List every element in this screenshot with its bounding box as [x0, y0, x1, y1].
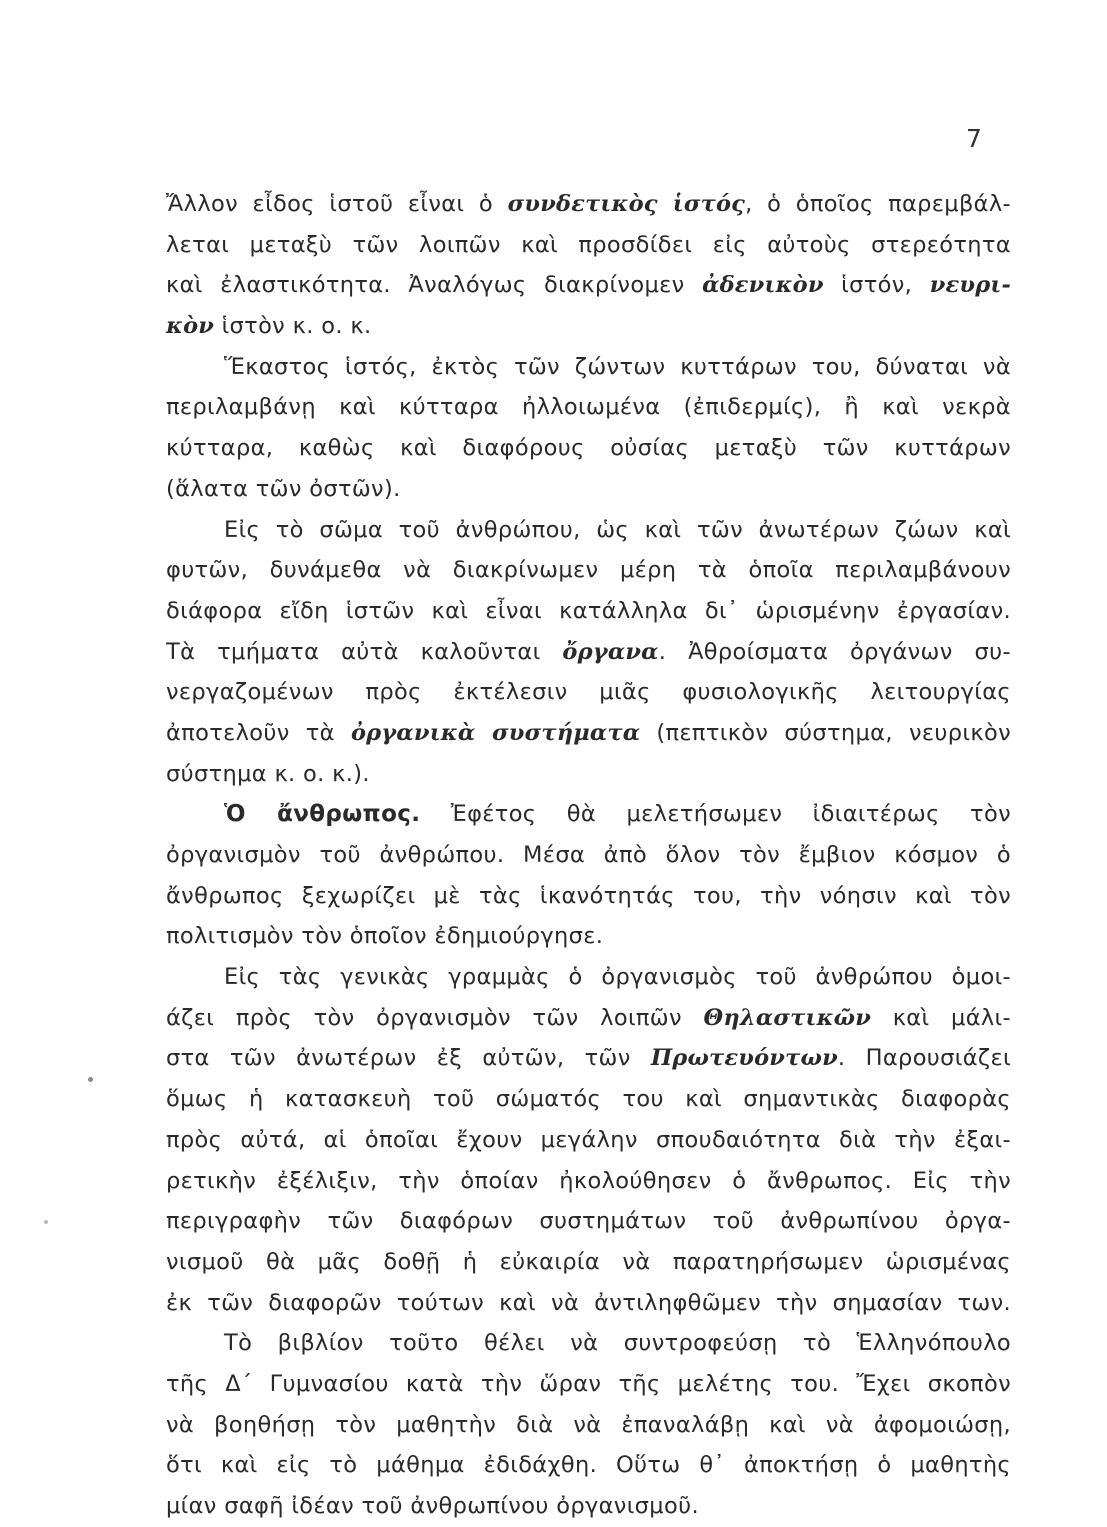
text-segment: . Ἀθροίσματα ὀργάνων συ- [658, 638, 1011, 665]
text-line [166, 550, 1011, 591]
text-segment: κύτταρα, καθὼς καὶ διαφόρους οὐσίας μεταξὺ τῶν κυττάρων [166, 435, 1011, 462]
page-number: 7 [966, 124, 982, 153]
text-segment: ἄνθρωπος ξεχωρίζει μὲ τὰς ἱκανότητάς του, τὴν νόησιν καὶ τὸν [166, 882, 1011, 909]
text-segment: ἐκ τῶν διαφορῶν τούτων καὶ νὰ ἀντιληφθῶμεν τὴν σημασίαν των. [166, 1289, 1011, 1316]
text-line [166, 835, 1011, 876]
emphasized-term: ἀδενικὸν [702, 272, 824, 299]
emphasized-term: ὄργανα [562, 638, 659, 665]
text-line [166, 591, 1011, 632]
text-segment: ἱστὸν κ. ο. κ. [214, 313, 372, 340]
text-line [166, 306, 1011, 347]
text-line [166, 916, 1011, 957]
text-segment: σύστημα κ. ο. κ.). [166, 760, 370, 787]
text-line [166, 1242, 1011, 1283]
text-segment: φυτῶν, δυνάμεθα νὰ διακρίνωμεν μέρη τὰ ὁποῖα περιλαμβάνουν [166, 557, 1011, 584]
text-line [166, 1201, 1011, 1242]
emphasized-term: συνδετικὸς ἱστός [507, 191, 746, 217]
text-line [166, 469, 1011, 510]
emphasized-term: κὸν [166, 313, 215, 340]
text-line [166, 1323, 1011, 1364]
text-line [166, 1120, 1011, 1161]
text-segment: (πεπτικὸν σύστημα, νευρικὸν [640, 719, 1011, 746]
section-heading: Ὁ ἄνθρωπος. [224, 801, 421, 828]
text-line [166, 632, 1011, 673]
emphasized-term: ὀργανικὰ συστήματα [350, 719, 641, 746]
text-segment: . Παρουσιάζει [837, 1045, 1011, 1072]
text-segment: ὀργανισμὸν τοῦ ἀνθρώπου. Μέσα ἀπὸ ὅλον τὸν ἔμβιον κόσμον ὁ [166, 842, 1011, 868]
text-segment: νισμοῦ θὰ μᾶς δοθῇ ἡ εὐκαιρία νὰ παρατηρήσωμεν ὡρισμένας [166, 1248, 1011, 1275]
text-segment: Εἰς τὰς γενικὰς γραμμὰς ὁ ὀργανισμὸς τοῦ ἀνθρώπου ὁμοι- [224, 964, 1011, 991]
text-segment: ἀποτελοῦν τὰ [166, 719, 351, 746]
text-segment: περιγραφὴν τῶν διαφόρων συστημάτων τοῦ ἀνθρωπίνου ὀργα- [166, 1208, 1011, 1235]
text-line [166, 876, 1011, 917]
text-segment: πρὸς αὐτά, αἱ ὁποῖαι ἔχουν μεγάλην σπουδαιότητα διὰ τὴν ἐξαι- [166, 1126, 1011, 1153]
text-segment: νεργαζομένων πρὸς ἐκτέλεσιν μιᾶς φυσιολογικῆς λειτουργίας [166, 679, 1011, 706]
text-line [166, 754, 1011, 795]
text-line [166, 347, 1011, 388]
emphasized-term: Θηλαστικῶν [703, 1004, 872, 1031]
text-line [166, 713, 1011, 754]
text-line [166, 265, 1011, 306]
text-segment: Ἄλλον εἶδος ἱστοῦ εἶναι ὁ [166, 191, 508, 217]
text-segment: καὶ μάλι- [871, 1004, 1011, 1031]
text-segment: ὅμως ἡ κατασκευὴ τοῦ σώματός του καὶ σημαντικὰς διαφορὰς [166, 1086, 1011, 1113]
text-line [166, 1161, 1011, 1202]
text-segment: μίαν σαφῆ ἰδέαν τοῦ ἀνθρωπίνου ὀργανισμοῦ. [166, 1493, 699, 1519]
text-segment: Ἐφέτος θὰ μελετήσωμεν ἰδιαιτέρως τὸν [420, 801, 1011, 828]
text-segment: (ἅλατα τῶν ὀστῶν). [166, 475, 401, 502]
text-segment: Τὰ τμήματα αὐτὰ καλοῦνται [166, 638, 563, 665]
print-speck [88, 1077, 93, 1082]
text-line [166, 957, 1011, 998]
text-line [166, 1364, 1011, 1405]
text-line [166, 1079, 1011, 1120]
text-segment: ὅτι καὶ εἰς τὸ μάθημα ἐδιδάχθη. Οὕτω θ᾿ ἀποκτήσῃ ὁ μαθητὴς [166, 1452, 1011, 1479]
text-line [166, 1283, 1011, 1324]
text-segment: ρετικὴν ἐξέλιξιν, τὴν ὁποίαν ἠκολούθησεν ὁ ἄνθρωπος. Εἰς τὴν [166, 1167, 1011, 1194]
text-segment: , ὁ ὁποῖος παρεμβάλ- [745, 191, 1012, 217]
text-line [166, 184, 1011, 225]
text-segment: περιλαμβάνῃ καὶ κύτταρα ἠλλοιωμένα (ἐπιδερμίς), ἢ καὶ νεκρὰ [166, 394, 1011, 421]
text-segment: Ἕκαστος ἱστός, ἐκτὸς τῶν ζώντων κυττάρων του, δύναται νὰ [224, 353, 1011, 380]
body-text [166, 184, 1011, 1527]
text-segment: ἱστόν, [823, 272, 930, 299]
text-line [166, 1405, 1011, 1446]
text-segment: πολιτισμὸν τὸν ὁποῖον ἐδημιούργησε. [166, 923, 604, 950]
emphasized-term: νευρι- [929, 272, 1011, 299]
text-line [166, 794, 1011, 835]
text-segment: στα τῶν ἀνωτέρων ἐξ αὐτῶν, τῶν [166, 1045, 651, 1072]
text-segment: άζει πρὸς τὸν ὀργανισμὸν τῶν λοιπῶν [166, 1004, 704, 1031]
text-segment: νὰ βοηθήσῃ τὸν μαθητὴν διὰ νὰ ἐπαναλάβῃ καὶ νὰ ἀφομοιώσῃ, [166, 1411, 1011, 1438]
text-segment: Εἰς τὸ σῶμα τοῦ ἀνθρώπου, ὡς καὶ τῶν ἀνωτέρων ζώων καὶ [224, 516, 1011, 543]
text-segment: λεται μεταξὺ τῶν λοιπῶν καὶ προσδίδει εἰς αὐτοὺς στερεότητα [166, 231, 1011, 258]
text-line [166, 387, 1011, 428]
text-line [166, 510, 1011, 551]
emphasized-term: Πρωτευόντων [650, 1045, 838, 1072]
text-line [166, 428, 1011, 469]
text-line [166, 1038, 1011, 1079]
text-line [166, 998, 1011, 1039]
text-line [166, 225, 1011, 266]
print-speck [44, 1220, 48, 1224]
text-segment: καὶ ἐλαστικότητα. Ἀναλόγως διακρίνομεν [166, 272, 703, 299]
text-segment: τῆς Δ΄ Γυμνασίου κατὰ τὴν ὥραν τῆς μελέτης του. Ἔχει σκοπὸν [166, 1370, 1011, 1397]
text-line [166, 1445, 1011, 1486]
text-segment: Τὸ βιβλίον τοῦτο θέλει νὰ συντροφεύσῃ τὸ Ἑλληνόπουλο [224, 1330, 1011, 1357]
text-line [166, 672, 1011, 713]
text-line [166, 1486, 1011, 1527]
text-segment: διάφορα εἴδη ἱστῶν καὶ εἶναι κατάλληλα δι᾿ ὡρισμένην ἐργασίαν. [166, 597, 1011, 624]
